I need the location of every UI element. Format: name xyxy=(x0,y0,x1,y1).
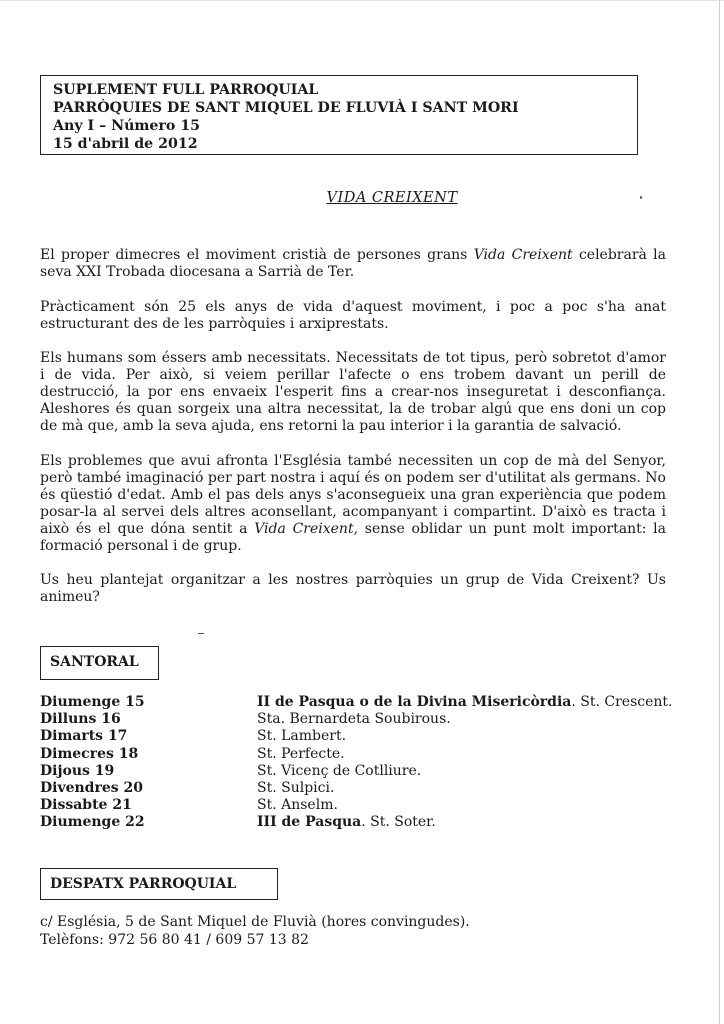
santoral-saint xyxy=(257,814,436,831)
article-title xyxy=(0,190,724,206)
santoral-day: Diumenge 22 xyxy=(40,814,145,831)
liturgical-day: II de Pasqua o de la Divina Misericòrdia xyxy=(257,694,572,710)
liturgical-day: III de Pasqua xyxy=(257,814,362,831)
santoral-heading: SANTORAL xyxy=(50,654,139,670)
santoral-row xyxy=(40,814,700,831)
despatx-heading: DESPATX PARROQUIAL xyxy=(50,876,237,892)
santoral-row xyxy=(40,763,700,780)
masthead-issue: Any I – Número 15 xyxy=(53,118,201,134)
saint-name: . St. Soter. xyxy=(361,814,436,831)
santoral-day: Dijous 19 xyxy=(40,762,115,779)
article-paragraph-1 xyxy=(40,247,666,281)
santoral-day: Dissabte 21 xyxy=(40,797,132,814)
santoral-day: Dilluns 16 xyxy=(40,711,121,728)
saint-name: . St. Crescent. xyxy=(571,694,673,710)
paragraph-text: Els problemes que avui afronta l'Església també necessiten un cop de mà del Senyor, però també imaginació per part nostra i aquí és on podem ser d'utilitat als germans. No és qüestió d'edat. Amb el pas dels anys s'aconsegueix una gran experiència que podem posar-la al servei dels altres aconsellant, acompanyant i compartint. D'això es tracta i això és el que dóna sentit a xyxy=(40,452,666,537)
despatx-info xyxy=(40,914,680,949)
paragraph-text: celebrarà la seva XXI Trobada diocesana a Sarrià de Ter. xyxy=(40,247,667,280)
despatx-address: c/ Església, 5 de Sant Miquel de Fluvià (hores convingudes). xyxy=(40,914,470,930)
santoral-saint: St. Sulpici. xyxy=(257,780,335,797)
santoral-row xyxy=(40,780,700,797)
masthead-title: SUPLEMENT FULL PARROQUIAL xyxy=(53,82,319,98)
santoral-row xyxy=(40,694,700,711)
santoral-list xyxy=(40,694,700,832)
santoral-day: Dimecres 18 xyxy=(40,745,139,762)
despatx-phones: Telèfons: 972 56 80 41 / 609 57 13 82 xyxy=(40,931,309,948)
santoral-saint xyxy=(257,694,672,711)
scan-top-edge xyxy=(0,0,724,1)
santoral-row xyxy=(40,797,700,814)
scan-dash xyxy=(198,633,204,634)
santoral-saint: St. Perfecte. xyxy=(257,745,345,762)
santoral-row xyxy=(40,711,700,728)
santoral-saint: Sta. Bernardeta Soubirous. xyxy=(257,711,451,728)
article-body xyxy=(40,247,666,624)
masthead-box xyxy=(40,75,638,155)
santoral-row xyxy=(40,746,700,763)
santoral-day: Dimarts 17 xyxy=(40,728,128,745)
article-paragraph-4 xyxy=(40,453,666,555)
santoral-saint: St. Anselm. xyxy=(257,797,338,814)
santoral-saint: St. Lambert. xyxy=(257,728,347,745)
paragraph-text: El proper dimecres el moviment cristià de persones grans xyxy=(40,247,474,263)
masthead-parishes: PARRÒQUIES DE SANT MIQUEL DE FLUVIÀ I SANT MORI xyxy=(53,100,519,116)
article-paragraph-3: Els humans som éssers amb necessitats. Necessitats de tot tipus, però sobretot d'amor i de vida. Per això, si veiem perillar l'afecte o ens trobem davant un perill de destrucció, la por ens envaeix l'esperit fins a crear-nos inseguretat i desconfiança. Aleshores és quan sorgeix una altra necessitat, la de trobar algú que ens doni un cop de mà que, amb la seva ajuda, ens retorni la pau interior i la garantia de salvació. xyxy=(40,350,666,434)
article-paragraph-2: Pràcticament són 25 els anys de vida d'aquest moviment, i poc a poc s'ha anat estructurant des de les parròquies i arxiprestats. xyxy=(40,298,666,332)
santoral-row xyxy=(40,728,700,745)
article-paragraph-5: Us heu plantejat organitzar a les nostres parròquies un grup de Vida Creixent? Us animeu? xyxy=(40,572,666,605)
movement-name: Vida Creixent xyxy=(254,520,354,537)
santoral-heading-box xyxy=(40,646,159,680)
article-title-text: VIDA CREIXENT xyxy=(326,190,458,206)
masthead-date: 15 d'abril de 2012 xyxy=(53,136,198,152)
santoral-day: Divendres 20 xyxy=(40,780,143,797)
paragraph-text: , sense oblidar un punt molt important: la formació personal i de grup. xyxy=(40,520,667,554)
santoral-saint: St. Vicenç de Cotlliure. xyxy=(257,762,422,779)
despatx-heading-box xyxy=(40,868,278,900)
santoral-day: Diumenge 15 xyxy=(40,694,145,710)
movement-name: Vida Creixent xyxy=(473,247,573,263)
scan-right-edge xyxy=(719,0,720,1024)
